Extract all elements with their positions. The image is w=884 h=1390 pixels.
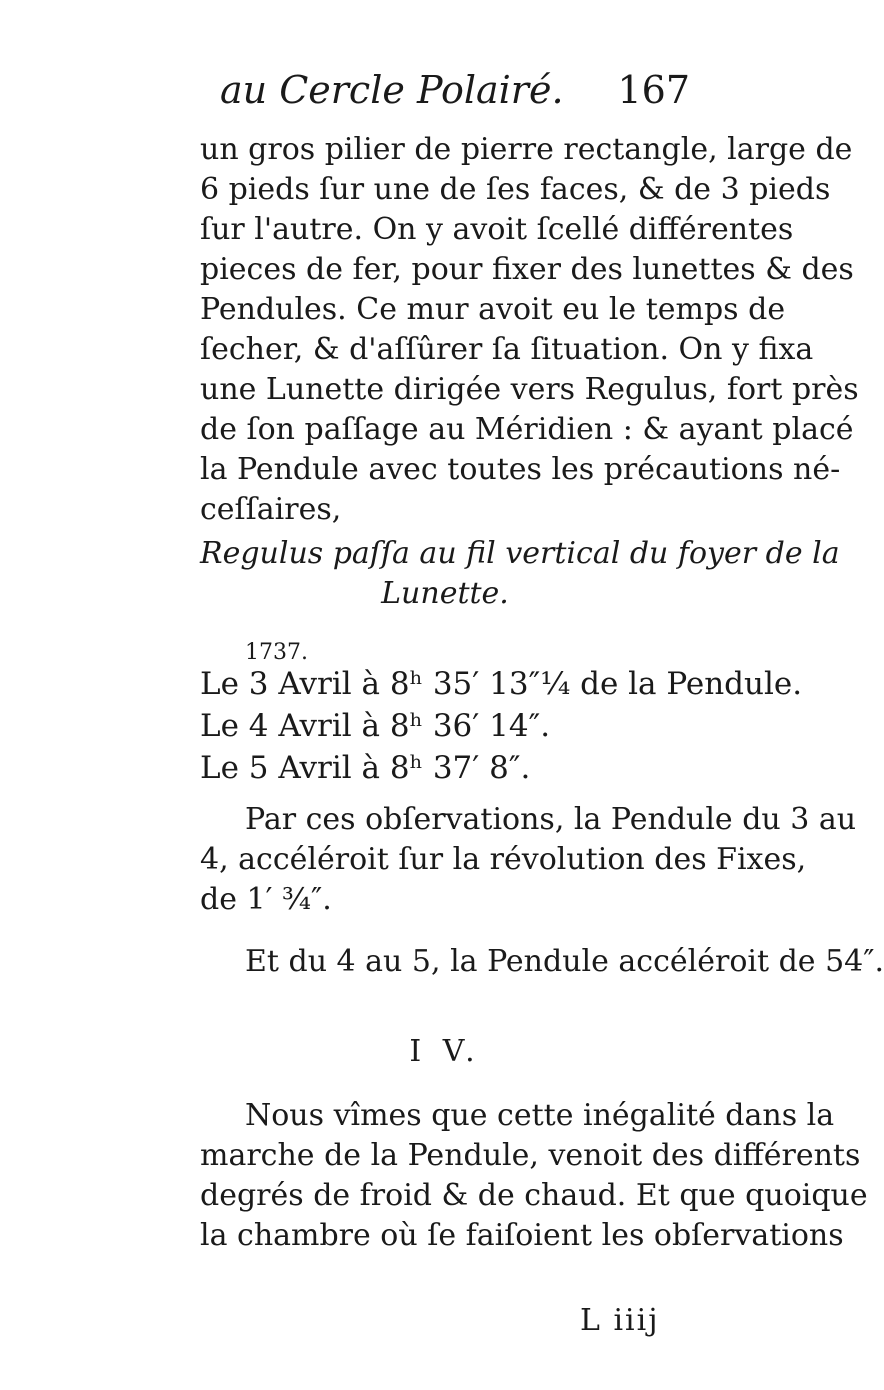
running-head-title: au Cercle Polairé. [220, 68, 564, 112]
text-line: pieces de fer, pour fixer des lunettes & des [200, 252, 854, 287]
text-line: Par ces obſervations, la Pendule du 3 au [245, 802, 857, 837]
text-line: de ſon paſſage au Méridien : & ayant placé [200, 412, 854, 447]
text-line: ceſſaires, [200, 492, 342, 527]
heading-line-2 [200, 574, 690, 614]
text-line: 4, accéléroit ſur la révolution des Fixes, [200, 842, 807, 877]
signature-mark: L iiij [580, 1303, 660, 1338]
text-line: la Pendule avec toutes les précautions né- [200, 452, 841, 487]
text-line: ſur l'autre. On y avoit ſcellé différentes [200, 212, 794, 247]
observation-row: Le 4 Avril à 8ʰ 36′ 14″. [200, 708, 551, 744]
text-line: Et du 4 au 5, la Pendule accéléroit de 54″. [245, 944, 884, 979]
text-line: degrés de froid & de chaud. Et que quoique [200, 1178, 868, 1213]
text-line: ſecher, & d'aſſûrer ſa ſituation. On y fixa [200, 332, 814, 367]
paragraph-2 [200, 800, 884, 982]
observation-row: Le 5 Avril à 8ʰ 37′ 8″. [200, 750, 531, 786]
observation-row: Le 3 Avril à 8ʰ 35′ 13″¼ de la Pendule. [200, 666, 803, 702]
text-line: de 1′ ¾″. [200, 882, 332, 917]
heading-line-1 [200, 534, 840, 574]
section-number: I V. [409, 1034, 481, 1069]
page-number: 167 [617, 68, 690, 112]
text-line: 6 pieds ſur une de ſes faces, & de 3 pieds [200, 172, 831, 207]
text-line: la chambre où ſe faiſoient les obſervations [200, 1218, 844, 1253]
text-line: marche de la Pendule, venoit des différents [200, 1138, 861, 1173]
heading-text: Regulus paſſa au fil vertical du foyer de la [200, 536, 840, 571]
paragraph-3 [200, 1096, 868, 1256]
text-line: un gros pilier de pierre rectangle, large de [200, 132, 853, 167]
text-line: Nous vîmes que cette inégalité dans la [245, 1098, 835, 1133]
paragraph-1 [200, 130, 859, 530]
heading-text: Lunette. [381, 576, 509, 611]
year: 1737. [245, 640, 308, 665]
text-line: une Lunette dirigée vers Regulus, fort près [200, 372, 859, 407]
text-line: Pendules. Ce mur avoit eu le temps de [200, 292, 786, 327]
